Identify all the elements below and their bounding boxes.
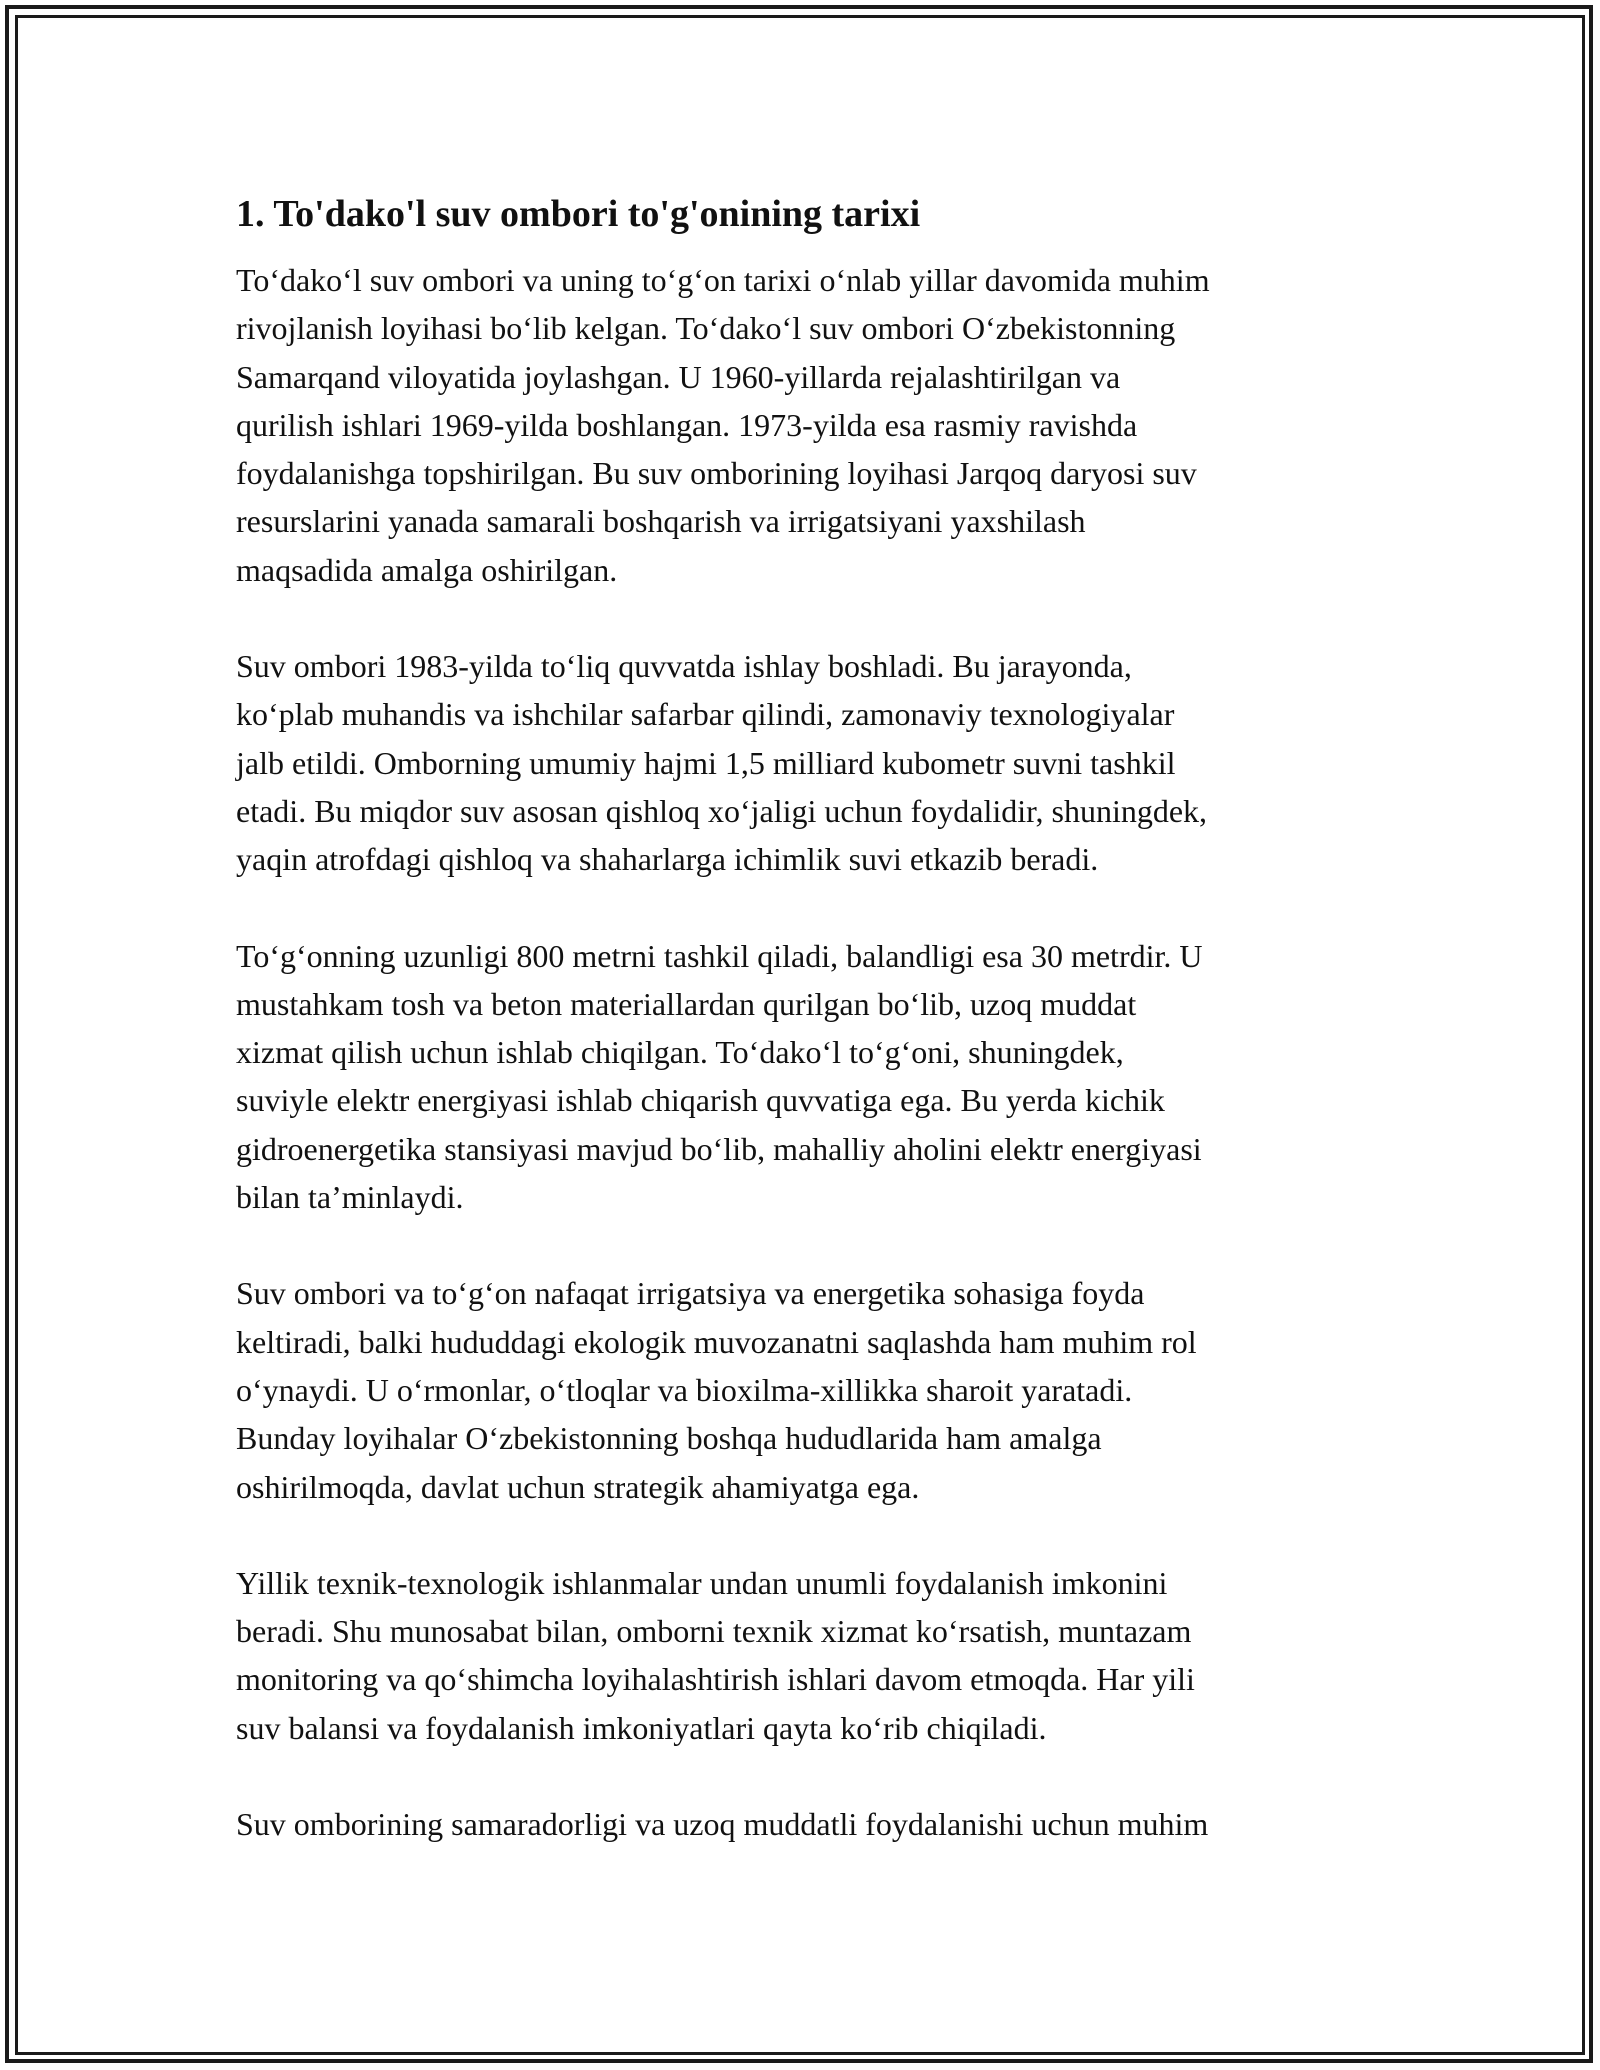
text-line: beradi. Shu munosabat bilan, omborni texnik xizmat ko‘rsatish, muntazam: [236, 1613, 1192, 1650]
text-line: resurslarini yanada samarali boshqarish va irrigatsiyani yaxshilash: [236, 503, 1086, 540]
paragraph-efficiency: [236, 1800, 1366, 1848]
text-line: maqsadida amalga oshirilgan.: [236, 551, 618, 588]
text-line: monitoring va qo‘shimcha loyihalashtirish ishlari davom etmoqda. Har yili: [236, 1661, 1195, 1698]
text-line: qurilish ishlari 1969-yilda boshlangan. 1973-yilda esa rasmiy ravishda: [236, 406, 1138, 443]
section-heading: 1. To'dako'l suv ombori to'g'onining tarixi: [236, 193, 921, 235]
paragraph-maintenance: [236, 1559, 1366, 1752]
paragraph-history: [236, 256, 1366, 594]
paragraph-ecology: [236, 1269, 1366, 1510]
text-line: foydalanishga topshirilgan. Bu suv omborining loyihasi Jarqoq daryosi suv: [236, 455, 1197, 492]
text-line: o‘ynaydi. U o‘rmonlar, o‘tloqlar va bioxilma-xillikka sharoit yaratadi.: [236, 1371, 1133, 1408]
text-line: xizmat qilish uchun ishlab chiqilgan. To‘dako‘l to‘g‘oni, shuningdek,: [236, 1034, 1124, 1071]
text-line: suv balansi va foydalanish imkoniyatlari qayta ko‘rib chiqiladi.: [236, 1709, 1047, 1746]
text-line: yaqin atrofdagi qishloq va shaharlarga ichimlik suvi etkazib beradi.: [236, 841, 1099, 878]
text-line: Yillik texnik-texnologik ishlanmalar undan unumli foydalanish imkonini: [236, 1564, 1168, 1601]
text-line: suviyle elektr energiyasi ishlab chiqarish quvvatiga ega. Bu yerda kichik: [236, 1082, 1165, 1119]
document-body: [236, 190, 1366, 1896]
text-line: Suv ombori va to‘g‘on nafaqat irrigatsiya va energetika sohasiga foyda: [236, 1275, 1145, 1312]
text-line: To‘g‘onning uzunligi 800 metrni tashkil qiladi, balandligi esa 30 metrdir. U: [236, 937, 1203, 974]
text-line: ko‘plab muhandis va ishchilar safarbar qilindi, zamonaviy texnologiyalar: [236, 696, 1175, 733]
text-line: rivojlanish loyihasi bo‘lib kelgan. To‘dako‘l suv ombori O‘zbekistonning: [236, 310, 1176, 347]
text-line: Suv ombori 1983-yilda to‘liq quvvatda ishlay boshladi. Bu jarayonda,: [236, 648, 1132, 685]
text-line: keltiradi, balki hududdagi ekologik muvozanatni saqlashda ham muhim rol: [236, 1323, 1197, 1360]
paragraph-operation: [236, 642, 1366, 883]
text-line: Samarqand viloyatida joylashgan. U 1960-yillarda rejalashtirilgan va: [236, 358, 1121, 395]
text-line: etadi. Bu miqdor suv asosan qishloq xo‘jaligi uchun foydalidir, shuningdek,: [236, 792, 1208, 829]
text-line: jalb etildi. Omborning umumiy hajmi 1,5 milliard kubometr suvni tashkil: [236, 744, 1176, 781]
text-line: mustahkam tosh va beton materiallardan qurilgan bo‘lib, uzoq muddat: [236, 985, 1137, 1022]
text-line: oshirilmoqda, davlat uchun strategik ahamiyatga ega.: [236, 1468, 920, 1505]
paragraph-dam-specs: [236, 932, 1366, 1222]
text-line: Suv omborining samaradorligi va uzoq muddatli foydalanishi uchun muhim: [236, 1806, 1209, 1843]
text-line: To‘dako‘l suv ombori va uning to‘g‘on tarixi o‘nlab yillar davomida muhim: [236, 262, 1210, 298]
text-line: gidroenergetika stansiyasi mavjud bo‘lib, mahalliy aholini elektr energiyasi: [236, 1130, 1202, 1167]
text-line: Bunday loyihalar O‘zbekistonning boshqa hududlarida ham amalga: [236, 1420, 1102, 1457]
text-line: bilan ta’minlaydi.: [236, 1179, 464, 1216]
